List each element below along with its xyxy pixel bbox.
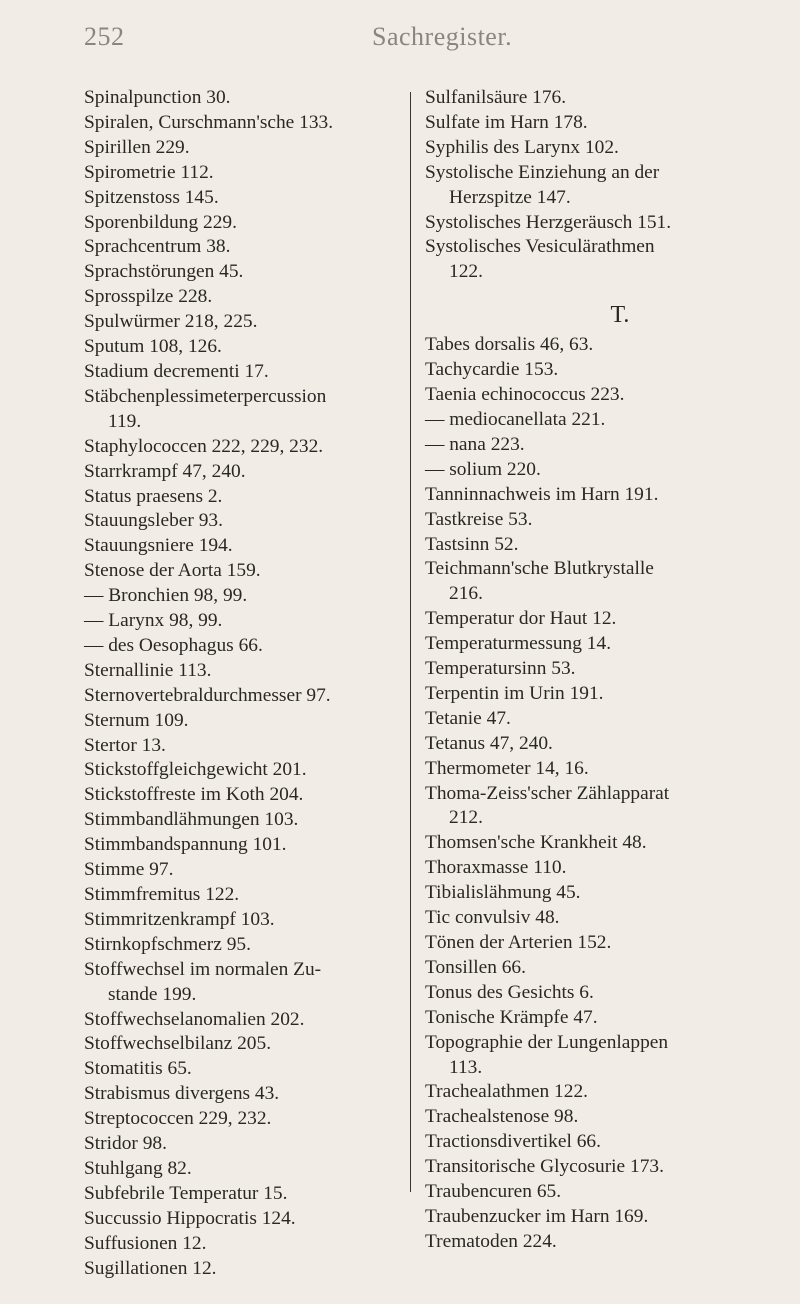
index-entry: Taenia echinococcus 223.: [425, 384, 625, 406]
index-entry: Sternum 109.: [84, 709, 189, 731]
index-entry: Sulfanilsäure 176.: [425, 87, 567, 108]
index-entry: Stimme 97.: [84, 859, 174, 881]
index-entry-continuation: 122.: [449, 261, 483, 283]
index-entry: Trachealathmen 122.: [425, 1081, 588, 1103]
index-entry: Stomatitis 65.: [84, 1058, 192, 1080]
index-entry: Stuhlgang 82.: [84, 1157, 192, 1179]
index-entry: Systolisches Vesiculärathmen: [425, 236, 655, 258]
index-entry: Trematoden 224.: [425, 1230, 557, 1252]
index-entry: Stoffwechselbilanz 205.: [84, 1033, 272, 1055]
index-entry: Stadium decrementi 17.: [84, 360, 269, 382]
index-entry: Stenose der Aorta 159.: [84, 560, 261, 582]
index-entry: Terpentin im Urin 191.: [425, 682, 604, 704]
index-entry-continuation: 216.: [449, 583, 483, 605]
index-entry: Tonsillen 66.: [425, 956, 526, 978]
column-divider: [410, 92, 411, 1192]
index-entry: Sporenbildung 229.: [84, 211, 237, 233]
index-entry: Stickstoffgleichgewicht 201.: [84, 759, 307, 781]
index-entry: Stridor 98.: [84, 1133, 167, 1155]
index-entry: Tonus des Gesichts 6.: [425, 981, 594, 1003]
index-entry: Tibialislähmung 45.: [425, 882, 581, 904]
index-entry: Stoffwechselanomalien 202.: [84, 1008, 305, 1030]
index-entry: Tastkreise 53.: [425, 508, 533, 530]
index-entry: Tabes dorsalis 46, 63.: [425, 334, 594, 356]
index-subentry: — mediocanellata 221.: [425, 408, 606, 430]
index-entry: Sprosspilze 228.: [84, 286, 213, 308]
index-entry: Suffusionen 12.: [84, 1232, 207, 1254]
index-entry: Sternallinie 113.: [84, 659, 212, 681]
index-entry: Tetanie 47.: [425, 707, 511, 729]
index-entry: Thoraxmasse 110.: [425, 857, 567, 879]
index-entry: Stickstoffreste im Koth 204.: [84, 784, 304, 806]
index-subentry: — Bronchien 98, 99.: [84, 585, 248, 607]
index-entry: Stimmritzenkrampf 103.: [84, 908, 275, 930]
index-entry: Staphylococcen 222, 229, 232.: [84, 435, 324, 457]
index-entry: Topographie der Lungenlappen: [425, 1031, 669, 1053]
index-column-left: [84, 86, 404, 1282]
index-entry: Stoffwechsel im normalen Zu-: [84, 958, 322, 980]
index-column-right: [425, 86, 765, 1255]
index-entry: Sprachcentrum 38.: [84, 236, 231, 258]
index-subentry: — nana 223.: [425, 433, 525, 455]
index-entry: Sputum 108, 126.: [84, 336, 222, 358]
index-entry: Teichmann'sche Blutkrystalle: [425, 558, 654, 580]
index-entry: Starrkrampf 47, 240.: [84, 460, 246, 482]
index-entry: Syphilis des Larynx 102.: [425, 136, 619, 158]
page-header: [0, 22, 800, 62]
index-entry: Spiralen, Curschmann'sche 133.: [84, 111, 334, 133]
index-subentry: — Larynx 98, 99.: [84, 610, 223, 632]
index-entry: Temperatur dor Haut 12.: [425, 608, 617, 630]
index-entry-continuation: stande 199.: [108, 983, 197, 1005]
index-entry: Subfebrile Temperatur 15.: [84, 1182, 288, 1204]
index-entry: Sulfate im Harn 178.: [425, 111, 588, 133]
index-entry: Sternovertebraldurchmesser 97.: [84, 684, 331, 706]
index-entry: Sugillationen 12.: [84, 1257, 217, 1279]
index-entry-continuation: 212.: [449, 807, 483, 829]
index-entry: Status praesens 2.: [84, 485, 223, 507]
index-entry: Spitzenstoss 145.: [84, 186, 219, 208]
index-entry: Tonische Krämpfe 47.: [425, 1006, 598, 1028]
index-entry: Thomsen'sche Krankheit 48.: [425, 832, 647, 854]
index-entry: Thoma-Zeiss'scher Zählapparat: [425, 782, 670, 804]
index-entry: Streptococcen 229, 232.: [84, 1108, 272, 1130]
index-entry: Tachycardie 153.: [425, 359, 559, 381]
index-entry: Stauungsniere 194.: [84, 535, 233, 557]
index-entry: Stimmbandlähmungen 103.: [84, 809, 299, 831]
index-entry: Tastsinn 52.: [425, 533, 519, 555]
running-title: Sachregister.: [372, 22, 513, 51]
index-entry: Spirillen 229.: [84, 136, 190, 158]
index-entry: Strabismus divergens 43.: [84, 1083, 280, 1105]
index-entry: Transitorische Glycosurie 173.: [425, 1156, 664, 1178]
index-entry: Spinalpunction 30.: [84, 87, 231, 108]
index-entry-continuation: Herzspitze 147.: [449, 186, 571, 208]
index-entry: Succussio Hippocratis 124.: [84, 1207, 296, 1229]
index-entry: Sprachstörungen 45.: [84, 261, 244, 283]
index-entry: Stauungsleber 93.: [84, 510, 223, 532]
index-subentry: — des Oesophagus 66.: [84, 634, 263, 656]
index-entry: Stimmfremitus 122.: [84, 884, 240, 905]
index-entry: Stäbchenplessimeterpercussion: [84, 385, 327, 407]
index-entry: Tönen der Arterien 152.: [425, 932, 612, 953]
index-entry: Spirometrie 112.: [84, 161, 214, 183]
index-entry: Thermometer 14, 16.: [425, 757, 589, 779]
index-entry: Stimmbandspannung 101.: [84, 834, 287, 856]
section-letter-heading: T.: [610, 302, 630, 329]
page-number: 252: [84, 22, 125, 51]
index-entry: Traubenzucker im Harn 169.: [425, 1205, 649, 1227]
index-entry: Temperatursinn 53.: [425, 658, 576, 680]
index-subentry: — solium 220.: [425, 458, 541, 480]
index-entry: Spulwürmer 218, 225.: [84, 311, 258, 333]
index-entry: Temperaturmessung 14.: [425, 633, 612, 655]
index-entry: Traubencuren 65.: [425, 1181, 562, 1203]
index-entry-continuation: 119.: [108, 410, 142, 432]
index-entry: Tractionsdivertikel 66.: [425, 1131, 601, 1153]
index-entry: Stirnkopfschmerz 95.: [84, 933, 251, 955]
index-entry: Tic convulsiv 48.: [425, 907, 560, 929]
index-entry: Tetanus 47, 240.: [425, 732, 553, 754]
index-entry-continuation: 113.: [449, 1056, 483, 1078]
index-entry: Systolisches Herzgeräusch 151.: [425, 211, 672, 233]
index-entry: Systolische Einziehung an der: [425, 161, 660, 183]
index-entry: Stertor 13.: [84, 734, 166, 756]
index-entry: Trachealstenose 98.: [425, 1106, 579, 1128]
index-entry: Tanninnachweis im Harn 191.: [425, 483, 659, 505]
